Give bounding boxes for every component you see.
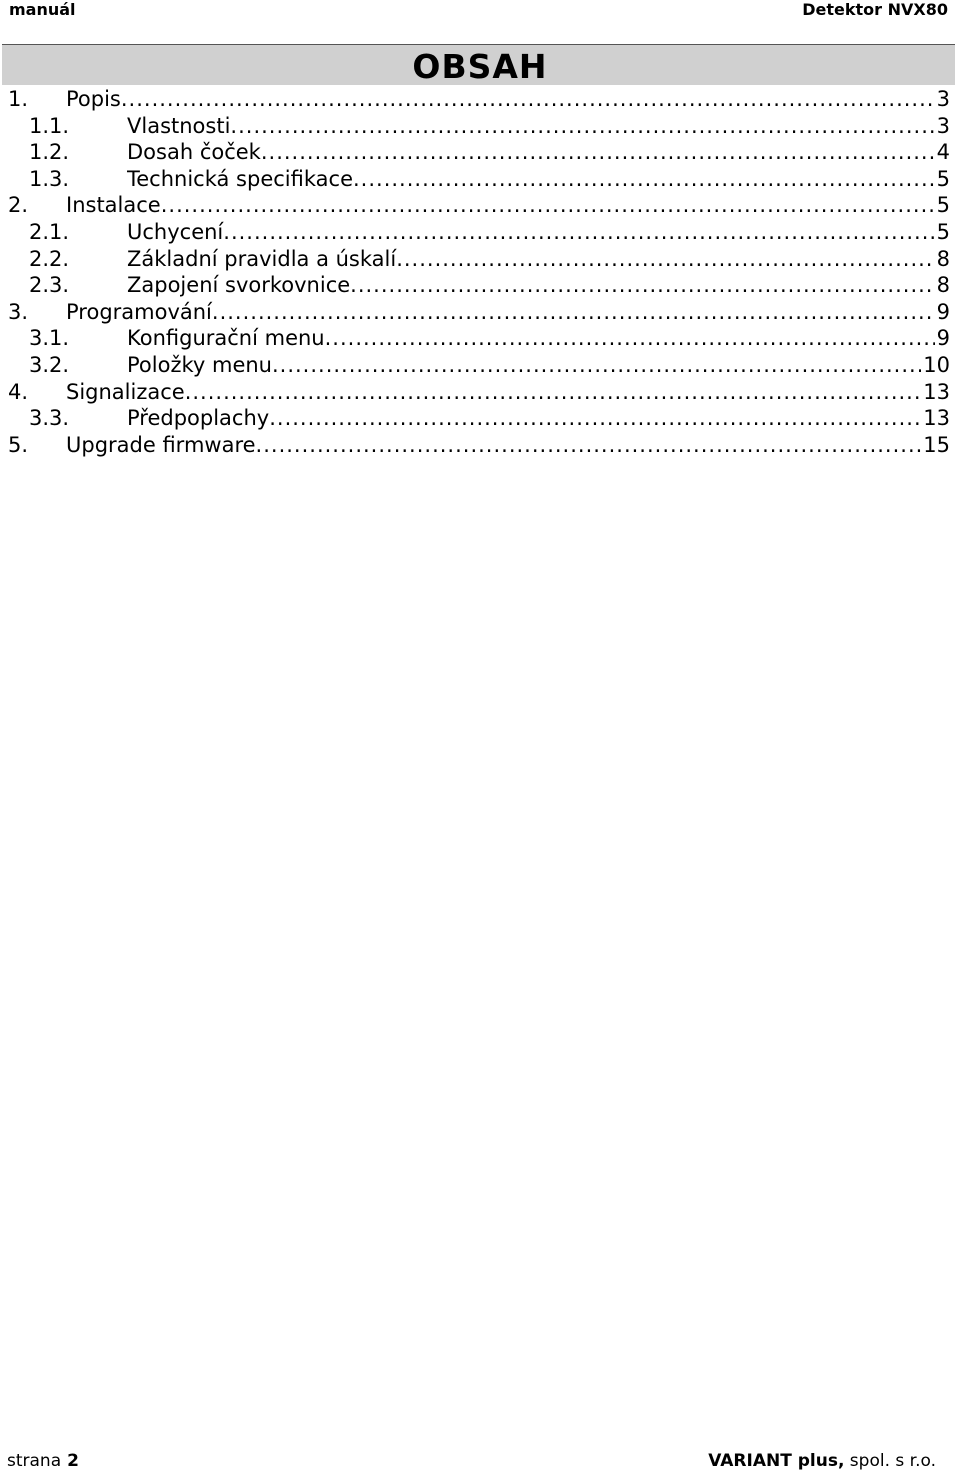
toc-entry[interactable] [8, 432, 950, 459]
toc-entry-title[interactable]: Konfigurační menu [127, 326, 325, 351]
toc-entry-title[interactable]: Signalizace [66, 379, 185, 404]
toc-entry-page: 8 [936, 246, 950, 271]
toc-entry-number: 1. [8, 87, 29, 111]
toc-entry[interactable] [8, 405, 950, 432]
toc-entry-title[interactable]: Předpoplachy [127, 406, 270, 431]
toc-entry[interactable] [8, 139, 950, 166]
toc-entry-number: 3. [8, 299, 29, 324]
toc-entry[interactable] [8, 379, 950, 406]
toc-entry-number: 2. [8, 193, 29, 218]
toc-entry-body [66, 86, 950, 113]
toc-entry-page: 15 [923, 432, 950, 457]
toc-entry-number: 2.3. [29, 273, 70, 298]
toc-entry-title[interactable]: Technická specifikace [127, 166, 353, 191]
toc-entry-title[interactable]: Popis [66, 87, 121, 111]
toc-dot-leader [350, 272, 934, 299]
footer-company-suffix: spol. s r.o. [844, 1451, 936, 1471]
toc-entry-body [66, 379, 950, 406]
page-title: OBSAH [412, 47, 548, 86]
toc-entry-page: 13 [923, 379, 950, 404]
toc-entry-page: 10 [923, 352, 950, 377]
toc-dot-leader [230, 113, 934, 140]
toc-dot-leader [121, 86, 935, 113]
toc-entry-title[interactable]: Zapojení svorkovnice [127, 273, 351, 298]
page-header [0, 0, 960, 22]
toc-entry-number: 1.3. [29, 166, 70, 191]
toc-entry[interactable] [8, 113, 950, 140]
header-doc-type: manuál [9, 0, 76, 19]
toc-entry-body [66, 192, 950, 219]
toc-entry-body [127, 325, 950, 352]
toc-entry[interactable] [8, 272, 950, 299]
toc-entry-page: 4 [936, 140, 950, 165]
toc-dot-leader [325, 325, 935, 352]
toc-entry-body [127, 139, 950, 166]
toc-entry-page: 3 [936, 113, 950, 138]
toc-dot-leader [185, 379, 922, 406]
footer-page-number: 2 [67, 1451, 79, 1471]
toc-entry-title[interactable]: Upgrade firmware [66, 432, 256, 457]
toc-dot-leader [269, 405, 921, 432]
toc-entry-number: 5. [8, 432, 29, 457]
toc-entry-number: 1.2. [29, 140, 70, 165]
toc-entry-number: 2.1. [29, 219, 70, 244]
toc-entry-page: 8 [936, 273, 950, 298]
toc-entry-body [127, 113, 950, 140]
toc-entry[interactable] [8, 192, 950, 219]
toc-dot-leader [223, 219, 934, 246]
toc-entry[interactable] [8, 219, 950, 246]
toc-entry-page: 5 [936, 193, 950, 218]
toc-dot-leader [161, 192, 935, 219]
toc-entry-title[interactable]: Položky menu [127, 352, 272, 377]
toc-entry-title[interactable]: Instalace [66, 193, 161, 218]
toc-entry-page: 5 [936, 166, 950, 191]
toc-entry-body [127, 219, 950, 246]
toc-dot-leader [353, 166, 935, 193]
toc-entry[interactable] [8, 325, 950, 352]
toc-entry[interactable] [8, 352, 950, 379]
toc-entry-title[interactable]: Vlastnosti [127, 113, 231, 138]
toc-entry-number: 1.1. [29, 113, 70, 138]
toc-entry[interactable] [8, 246, 950, 273]
header-product-name: Detektor NVX80 [802, 0, 948, 19]
toc-entry-page: 9 [936, 326, 950, 351]
toc-entry-body [66, 432, 950, 459]
toc-dot-leader [261, 139, 935, 166]
toc-entry-number: 3.2. [29, 352, 70, 377]
toc-entry-number: 4. [8, 379, 29, 404]
toc-entry-body [127, 352, 950, 379]
toc-entry-body [66, 299, 950, 326]
footer-page [7, 1450, 79, 1472]
toc-entry-page: 9 [936, 299, 950, 324]
footer-page-label: strana [7, 1451, 62, 1471]
toc-entry-body [127, 166, 950, 193]
toc-entry[interactable] [8, 166, 950, 193]
toc-entry-title[interactable]: Uchycení [127, 219, 224, 244]
toc-dot-leader [396, 246, 934, 273]
toc-entry-title[interactable]: Základní pravidla a úskalí [127, 246, 397, 271]
toc-entry-page: 5 [936, 219, 950, 244]
toc-entry-number: 3.3. [29, 406, 70, 431]
toc-entry-number: 2.2. [29, 246, 70, 271]
toc-entry-page: 13 [923, 406, 950, 431]
toc-entry-page: 3 [936, 87, 950, 111]
toc-entry-title[interactable]: Dosah čoček [127, 140, 261, 165]
toc-entry-title[interactable]: Programování [66, 299, 212, 324]
toc-dot-leader [212, 299, 935, 326]
footer-company-name: VARIANT plus, [708, 1451, 845, 1471]
toc-entry[interactable] [8, 86, 950, 113]
toc-entry[interactable] [8, 299, 950, 326]
toc-dot-leader [256, 432, 922, 459]
toc-entry-body [127, 405, 950, 432]
toc-dot-leader [272, 352, 921, 379]
footer-company [708, 1450, 936, 1472]
toc-entry-body [127, 246, 950, 273]
table-of-contents [8, 86, 950, 458]
toc-entry-body [127, 272, 950, 299]
toc-entry-number: 3.1. [29, 326, 70, 351]
